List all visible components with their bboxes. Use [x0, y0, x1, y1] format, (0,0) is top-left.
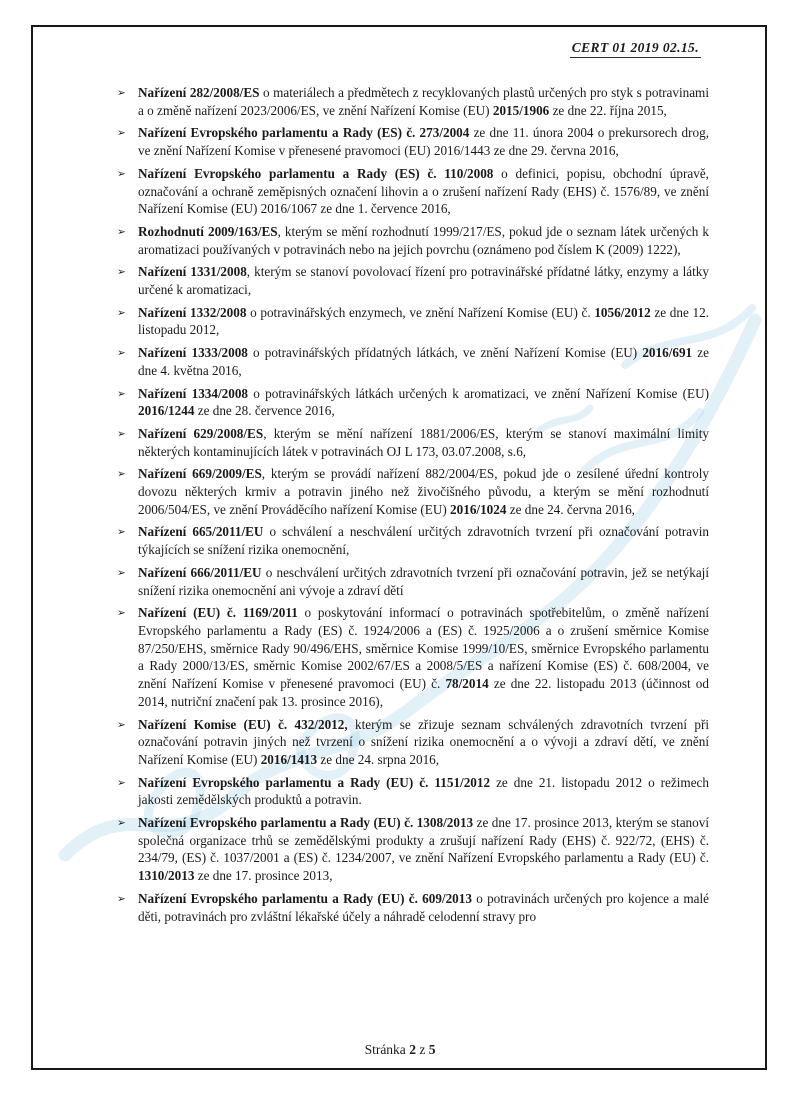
list-item-text: Rozhodnutí 2009/163/ES, kterým se mění rozhodnutí 1999/217/ES, pokud jde o seznam látek určených k aromatizaci používaných v potravinách nebo na jejich povrchu (oznámeno pod číslem K (2009) 1222),: [138, 223, 710, 257]
list-item-text: Nařízení 665/2011/EU o schválení a neschválení určitých zdravotních tvrzení při označování potravin týkajících se snížení rizika onemocnění,: [138, 524, 709, 558]
arrow-bullet-icon: ➢: [117, 225, 126, 238]
footer-of: z: [419, 1042, 426, 1057]
list-item: [117, 890, 709, 925]
list-item: [117, 385, 709, 420]
list-item: [117, 344, 709, 379]
list-item-text: Nařízení 282/2008/ES o materiálech a předmětech z recyklovaných plastů určených pro styk s potravinami a o změně nařízení 2023/2006/ES, ve znění Nařízení Komise (EU) 2015/1906 ze dne 22. října 2015,: [138, 85, 709, 118]
header-code: CERT 01 2019 02.15.: [571, 40, 699, 55]
list-item-text: Nařízení 666/2011/EU o neschválení určitých zdravotních tvrzení při označování potravin, jež se netýkají snížení rizika onemocnění ani vývoje a zdraví dětí: [138, 564, 709, 598]
list-item: [117, 523, 709, 558]
document-header: [570, 40, 701, 58]
footer-current-page: 2: [409, 1042, 416, 1057]
arrow-bullet-icon: ➢: [117, 607, 126, 620]
arrow-bullet-icon: ➢: [117, 718, 126, 731]
arrow-bullet-icon: ➢: [117, 468, 126, 481]
arrow-bullet-icon: ➢: [117, 266, 126, 279]
arrow-bullet-icon: ➢: [117, 892, 126, 905]
list-item: [117, 774, 709, 809]
arrow-bullet-icon: ➢: [117, 87, 126, 99]
arrow-bullet-icon: ➢: [117, 526, 126, 539]
arrow-bullet-icon: ➢: [117, 167, 126, 180]
arrow-bullet-icon: ➢: [117, 347, 126, 360]
arrow-bullet-icon: ➢: [117, 127, 126, 140]
list-item: [117, 165, 709, 218]
list-item-text: Nařízení 1334/2008 o potravinářských látkách určených k aromatizaci, ve znění Nařízení Komise (EU) 2016/1244 ze dne 28. července 2016,: [138, 385, 709, 419]
list-item: [117, 564, 709, 599]
list-item-text: Nařízení Komise (EU) č. 432/2012, kterým se zřizuje seznam schválených zdravotních tvrzení při označování potravin jiných než tvrzení o snížení rizika onemocnění a o vývoji a zdraví dětí, ve znění Nařízení Komise (EU) 2016/1413 ze dne 24. srpna 2016,: [138, 716, 709, 767]
list-item-text: Nařízení Evropského parlamentu a Rady (EU) č. 1308/2013 ze dne 17. prosince 2013, kterým se stanoví společná organizace trhů se zemědělskými produkty a zrušují nařízení Rady (EHS) č. 922/72, (EHS) č. 234/79, (ES) č. 1037/2001 a (ES) č. 1234/2007, ve znění Nařízení Evropského parlamentu a Rady (EU) č. 1310/2013 ze dne 17. prosince 2013,: [138, 815, 710, 884]
list-item: [117, 84, 709, 119]
arrow-bullet-icon: ➢: [117, 776, 126, 789]
arrow-bullet-icon: ➢: [117, 817, 126, 830]
list-item: [117, 425, 709, 460]
arrow-bullet-icon: ➢: [117, 427, 126, 440]
arrow-bullet-icon: ➢: [117, 566, 126, 579]
list-item-text: Nařízení (EU) č. 1169/2011 o poskytování informací o potravinách spotřebitelům, o změně nařízení Evropského parlamentu a Rady (ES) č. 1924/2006 a (ES) č. 1925/2006 a o zrušení směrnice Komise 87/250/EHS, směrnice Rady 90/496/EHS, směrnice Komise 1999/10/ES, směrnice Evropského parlamentu a Rady 2000/13/ES, směrnic Komise 2002/67/ES a 2008/5/ES a nařízení Komise (ES) č. 608/2004, ve znění Nařízení Komise v přenesené pravomoci (EU) č. 78/2014 ze dne 22. listopadu 2013 (účinnost od 2014, nutriční značení pak 13. prosince 2016),: [138, 605, 709, 709]
regulation-list: [117, 84, 709, 930]
list-item-text: Nařízení Evropského parlamentu a Rady (ES) č. 110/2008 o definici, popisu, obchodní úpravě, označování a ochraně zeměpisných označení lihovin a o zrušení nařízení Rady (EHS) č. 1576/89, ve znění Nařízení Komise (EU) 2016/1067 ze dne 1. července 2016,: [138, 165, 709, 217]
list-item-text: Nařízení 1331/2008, kterým se stanoví povolovací řízení pro potravinářské přídatné látky, enzymy a látky určené k aromatizaci,: [138, 264, 709, 298]
footer-label: Stránka: [364, 1042, 406, 1057]
footer-total-pages: 5: [428, 1042, 436, 1057]
arrow-bullet-icon: ➢: [117, 306, 126, 319]
list-item: [117, 263, 709, 298]
list-item-text: Nařízení 1333/2008 o potravinářských přídatných látkách, ve znění Nařízení Komise (EU) 2016/691 ze dne 4. května 2016,: [138, 345, 709, 378]
list-item: [117, 124, 709, 159]
list-item: [117, 465, 709, 518]
list-item: [117, 716, 709, 769]
list-item: [117, 304, 709, 339]
list-item-text: Nařízení 1332/2008 o potravinářských enzymech, ve znění Nařízení Komise (EU) č. 1056/2012 ze dne 12. listopadu 2012,: [138, 304, 709, 338]
list-item-text: Nařízení 669/2009/ES, kterým se provádí nařízení 882/2004/ES, pokud jde o zesílené úřední kontroly dovozu některých krmiv a potravin jiného než živočišného původu, a kterým se mění rozhodnutí 2006/504/ES, ve znění Prováděcího nařízení Komise (EU) 2016/1024 ze dne 24. června 2016,: [138, 466, 709, 517]
list-item-text: Nařízení 629/2008/ES, kterým se mění nařízení 1881/2006/ES, kterým se stanoví maximální limity některých kontaminujících látek v potravinách OJ L 173, 03.07.2008, s.6,: [138, 425, 709, 459]
list-item: [117, 814, 709, 885]
page-footer: [0, 1042, 800, 1058]
list-item: [117, 223, 709, 258]
list-item-text: Nařízení Evropského parlamentu a Rady (EU) č. 1151/2012 ze dne 21. listopadu 2012 o režimech jakosti zemědělských produktů a potravin.: [138, 774, 709, 808]
arrow-bullet-icon: ➢: [117, 387, 126, 400]
list-item: [117, 604, 709, 710]
list-item-text: Nařízení Evropského parlamentu a Rady (EU) č. 609/2013 o potravinách určených pro kojence a malé děti, potravinách pro zvláštní lékařské účely a náhradě celodenní stravy pro: [138, 890, 709, 924]
list-item-text: Nařízení Evropského parlamentu a Rady (ES) č. 273/2004 ze dne 11. února 2004 o prekursorech drog, ve znění Nařízení Komise v přenesené pravomoci (EU) 2016/1443 ze dne 29. června 2016,: [138, 125, 709, 159]
